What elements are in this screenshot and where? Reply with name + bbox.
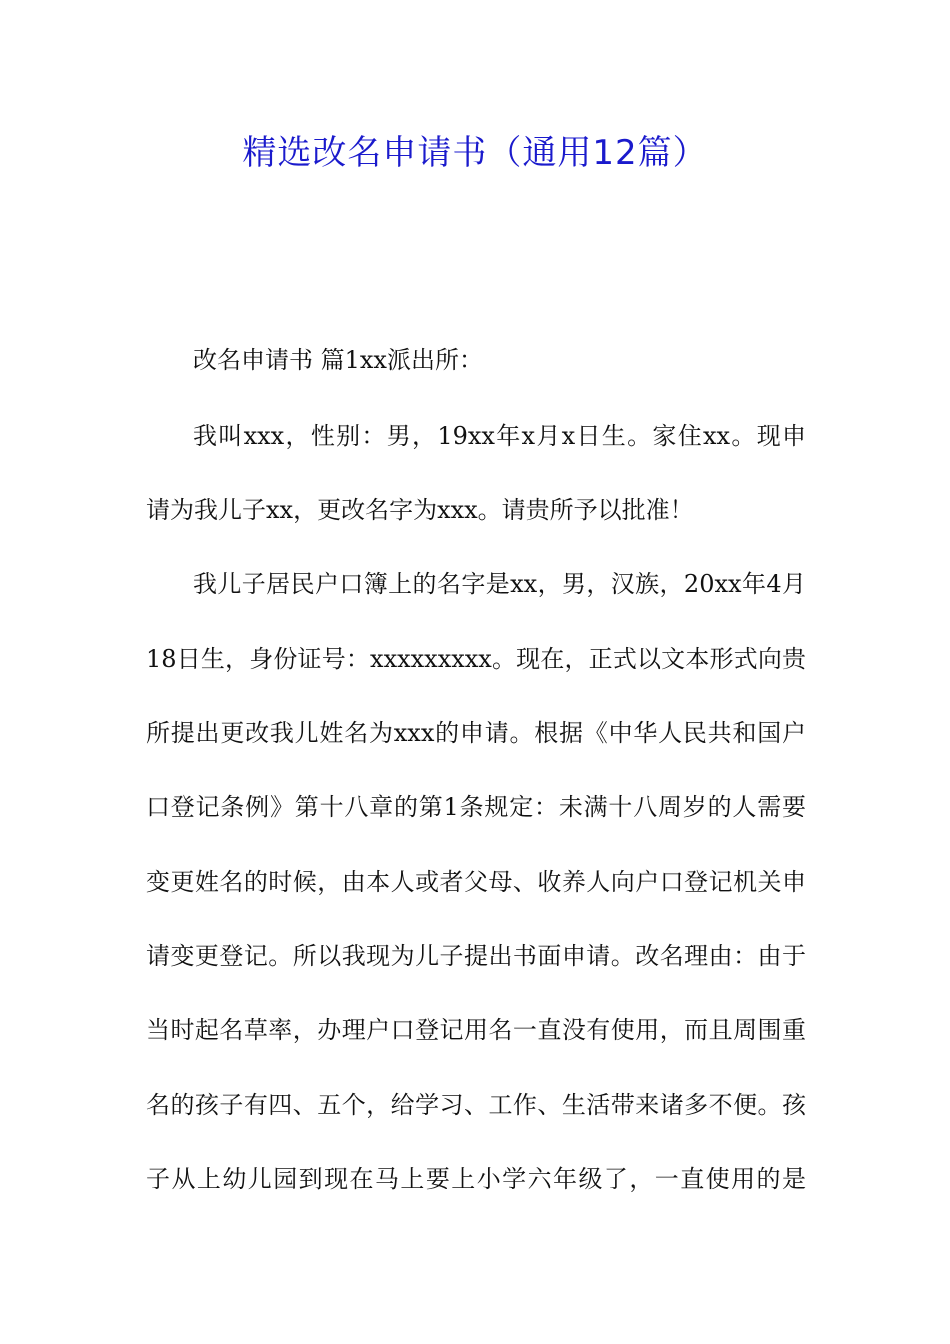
paragraph-2-line-2: 18日生，身份证号：xxxxxxxxx。现在，正式以文本形式向贵 [146, 645, 806, 673]
paragraph-2-line-9: 子从上幼儿园到现在马上要上小学六年级了，一直使用的是 [146, 1165, 806, 1193]
paragraph-2-line-5: 变更姓名的时候，由本人或者父母、收养人向户口登记机关申 [146, 868, 806, 896]
salutation-line: 改名申请书 篇1xx派出所： [193, 346, 483, 374]
paragraph-1-line-2: 请为我儿子xx，更改名字为xxx。请贵所予以批准！ [146, 496, 694, 524]
paragraph-2-line-1: 我儿子居民户口簿上的名字是xx，男，汉族，20xx年4月 [193, 570, 806, 598]
paragraph-2-line-6: 请变更登记。所以我现为儿子提出书面申请。改名理由：由于 [146, 942, 806, 970]
paragraph-2-line-4: 口登记条例》第十八章的第1条规定：未满十八周岁的人需要 [146, 793, 806, 821]
paragraph-1-line-1: 我叫xxx，性别：男，19xx年x月x日生。家住xx。现申 [193, 422, 806, 450]
paragraph-2-line-7: 当时起名草率，办理户口登记用名一直没有使用，而且周围重 [146, 1016, 806, 1044]
document-title: 精选改名申请书（通用12篇） [242, 133, 708, 173]
paragraph-2-line-3: 所提出更改我儿姓名为xxx的申请。根据《中华人民共和国户 [146, 719, 806, 747]
paragraph-2-line-8: 名的孩子有四、五个，给学习、工作、生活带来诸多不便。孩 [146, 1091, 806, 1119]
